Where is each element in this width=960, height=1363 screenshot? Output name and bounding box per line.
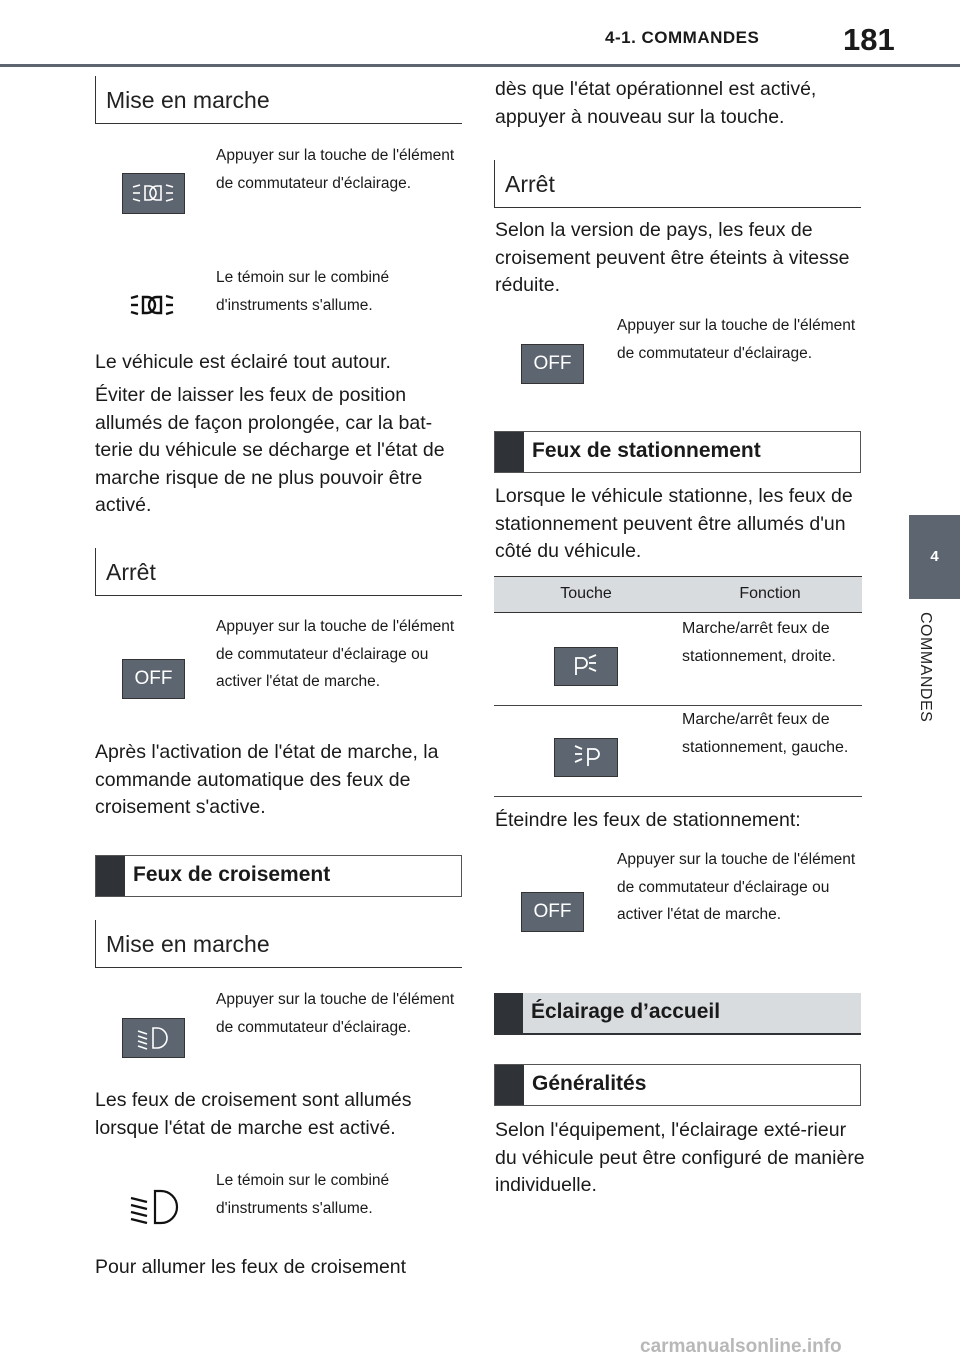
off-button-icon: OFF	[521, 344, 584, 384]
parking-light-left-icon	[554, 738, 618, 777]
paragraph: Le véhicule est éclairé tout autour.	[95, 351, 391, 373]
paragraph: Pour allumer les feux de croisement	[95, 1256, 407, 1278]
heading-text: Généralités	[532, 1072, 647, 1095]
heading-mise-en-marche-1: Mise en marche	[95, 76, 462, 124]
chapter-label: COMMANDES	[917, 612, 934, 723]
heading-text: Feux de croisement	[133, 863, 331, 886]
instruction-text: Appuyer sur la touche de l'élément de commutateur d'éclairage ou activer l'état de marche.	[617, 851, 856, 923]
off-button-icon: OFF	[521, 892, 584, 932]
paragraph: Les feux de croisement sont allumés lorsque l'état de marche est activé.	[95, 1089, 412, 1139]
watermark: carmanualsonline.info	[640, 1336, 842, 1357]
instruction-text: Appuyer sur la touche de l'élément de commutateur d'éclairage.	[216, 991, 455, 1036]
heading-feux-de-croisement	[95, 855, 462, 897]
header-rule	[0, 64, 960, 67]
heading-mise-en-marche-2: Mise en marche	[95, 920, 462, 968]
table-cell-fonction: Marche/arrêt feux de stationnement, droite.	[682, 620, 836, 665]
heading-bar	[495, 1065, 524, 1105]
instruction-text: Appuyer sur la touche de l'élément de commutateur d'éclairage.	[216, 147, 455, 192]
heading-bar	[494, 993, 523, 1033]
instruction-text: Appuyer sur la touche de l'élément de commutateur d'éclairage ou activer l'état de marche.	[216, 618, 455, 690]
paragraph: Selon l'équipement, l'éclairage exté-rieur du véhicule peut être configuré de manière individuelle.	[495, 1119, 865, 1196]
table-row	[494, 706, 862, 796]
table-row	[494, 613, 862, 705]
paragraph: Éteindre les feux de stationnement:	[495, 809, 801, 831]
column-header-fonction: Fonction	[739, 585, 801, 602]
table-cell-fonction: Marche/arrêt feux de stationnement, gauche.	[682, 711, 849, 756]
parking-light-right-icon	[554, 647, 618, 686]
paragraph: Après l'activation de l'état de marche, la commande automatique des feux de croisement s'active.	[95, 741, 439, 818]
chapter-tab: 4	[909, 515, 960, 599]
column-header-touche: Touche	[560, 585, 612, 602]
heading-arret-1: Arrêt	[95, 548, 462, 596]
off-button-icon: OFF	[122, 659, 185, 699]
low-beam-indicator-icon	[125, 1180, 181, 1236]
heading-arret-2: Arrêt	[494, 160, 861, 208]
heading-feux-de-stationnement	[494, 431, 861, 473]
heading-text: Éclairage d’accueil	[531, 1000, 721, 1023]
heading-bar	[96, 856, 125, 896]
heading-bar	[495, 432, 524, 472]
section-title: 4-1. COMMANDES	[605, 28, 760, 47]
page-number: 181	[843, 22, 895, 57]
heading-eclairage-daccueil	[494, 993, 861, 1035]
instruction-text: Appuyer sur la touche de l'élément de commutateur d'éclairage.	[617, 317, 856, 362]
paragraph: Lorsque le véhicule stationne, les feux de stationnement peuvent être allumés d'un côté du véhicule.	[495, 485, 853, 562]
table-header	[494, 576, 862, 613]
paragraph: dès que l'état opérationnel est activé, appuyer à nouveau sur la touche.	[495, 78, 817, 128]
position-lights-icon	[122, 173, 185, 214]
paragraph: Selon la version de pays, les feux de croisement peuvent être éteints à vitesse réduite.	[495, 219, 850, 296]
table-divider	[494, 796, 862, 797]
paragraph: Éviter de laisser les feux de position allumés de façon prolongée, car la bat-terie du véhicule se décharge et l'état de marche risque de ne plus pouvoir être activé.	[95, 384, 445, 516]
instruction-text: Le témoin sur le combiné d'instruments s'allume.	[216, 1172, 390, 1217]
heading-generalites	[494, 1064, 861, 1106]
low-beam-icon	[122, 1018, 185, 1058]
position-lights-indicator-icon	[125, 290, 180, 320]
instruction-text: Le témoin sur le combiné d'instruments s'allume.	[216, 269, 390, 314]
heading-text: Feux de stationnement	[532, 439, 761, 462]
